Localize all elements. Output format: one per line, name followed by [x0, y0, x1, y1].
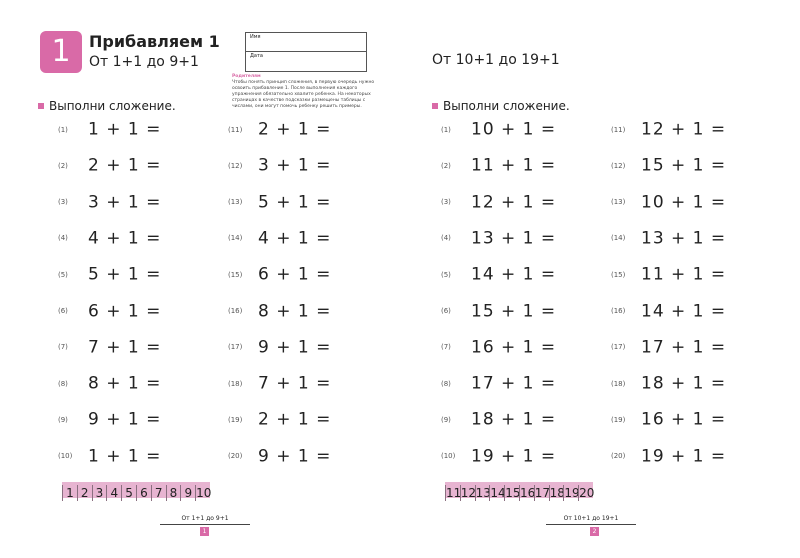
right-page-number: 2 — [590, 527, 599, 536]
left-instruction — [38, 99, 176, 113]
lesson-subtitle: От 1+1 до 9+1 — [89, 54, 199, 70]
problem-row — [611, 264, 726, 284]
problem-row — [228, 409, 331, 429]
strip-number: 2 — [77, 485, 92, 501]
problem-number: (17) — [611, 343, 626, 352]
problem-expression: 14 + 1 = — [641, 301, 727, 321]
parents-note — [232, 74, 382, 110]
problem-number: (15) — [228, 270, 243, 279]
problem-row — [441, 228, 556, 248]
problem-number: (12) — [228, 161, 243, 170]
problem-number: (14) — [611, 234, 626, 243]
problem-row — [611, 301, 726, 321]
problem-expression: 6 + 1 = — [258, 264, 332, 285]
problem-expression: 9 + 1 = — [258, 446, 332, 467]
parents-note-text: Чтобы понять принцип сложения, в первую очередь нужно освоить прибавление 1. После выполнения каждого упражнения обязательно хвалите ребенка. На некоторых страницах в качестве подсказки размещены таблицы с числами, они могут помочь ребенку решить примеры. — [232, 80, 375, 109]
strip-number: 20 — [579, 486, 595, 500]
problem-expression: 15 + 1 = — [641, 155, 727, 176]
date-field[interactable]: Дата — [250, 53, 263, 59]
strip-number: 8 — [166, 485, 181, 501]
problem-expression: 3 + 1 = — [258, 155, 332, 176]
right-instruction — [432, 99, 570, 113]
problem-row — [441, 409, 556, 429]
problem-number: (13) — [228, 198, 243, 207]
problem-expression: 2 + 1 = — [258, 119, 332, 140]
problem-number: (5) — [58, 270, 68, 279]
strip-number: 11 — [446, 486, 462, 500]
strip-number: 7 — [151, 485, 166, 501]
strip-number: 14 — [490, 486, 506, 500]
problem-number: (18) — [228, 379, 243, 388]
problem-expression: 7 + 1 = — [258, 373, 332, 394]
problem-number: (4) — [441, 234, 451, 243]
number-strip-1-10 — [62, 482, 210, 498]
problem-expression: 18 + 1 = — [471, 409, 557, 430]
problem-row — [58, 409, 161, 429]
problem-number: (7) — [441, 343, 451, 352]
problem-expression: 1 + 1 = — [88, 446, 162, 467]
problem-expression: 11 + 1 = — [471, 155, 557, 176]
problem-expression: 10 + 1 = — [641, 192, 727, 213]
problem-row — [611, 446, 726, 466]
problem-expression: 4 + 1 = — [88, 228, 162, 249]
lesson-number-badge: 1 — [40, 31, 82, 73]
right-footer-line — [546, 524, 636, 525]
problem-expression: 7 + 1 = — [88, 337, 162, 358]
problem-row — [228, 155, 331, 175]
name-field[interactable]: Имя — [246, 33, 366, 52]
problem-row — [58, 192, 161, 212]
problem-number: (15) — [611, 270, 626, 279]
strip-number: 1 — [62, 485, 77, 501]
problem-expression: 16 + 1 = — [641, 409, 727, 430]
problem-expression: 17 + 1 = — [471, 373, 557, 394]
problem-row — [441, 119, 556, 139]
problem-expression: 18 + 1 = — [641, 373, 727, 394]
problem-row — [441, 446, 556, 466]
problem-row — [228, 264, 331, 284]
left-footer-label: От 1+1 до 9+1 — [181, 515, 229, 522]
problem-number: (18) — [611, 379, 626, 388]
problem-number: (2) — [58, 161, 68, 170]
problem-expression: 2 + 1 = — [88, 155, 162, 176]
problem-expression: 5 + 1 = — [258, 192, 332, 213]
problem-number: (2) — [441, 161, 451, 170]
problem-number: (7) — [58, 343, 68, 352]
problem-expression: 10 + 1 = — [471, 119, 557, 140]
lesson-title: Прибавляем 1 — [89, 32, 220, 51]
problem-row — [441, 155, 556, 175]
problem-number: (9) — [58, 415, 68, 424]
strip-number: 13 — [475, 486, 491, 500]
problem-number: (1) — [58, 125, 68, 134]
problem-number: (6) — [58, 307, 68, 315]
problem-number: (1) — [441, 125, 451, 134]
problem-number: (10) — [58, 452, 73, 461]
right-footer-label: От 10+1 до 19+1 — [563, 515, 619, 522]
problem-number: (19) — [228, 415, 243, 424]
problem-number: (8) — [441, 379, 451, 388]
problem-row — [611, 228, 726, 248]
problem-expression: 3 + 1 = — [88, 192, 162, 213]
problem-row — [58, 373, 161, 393]
left-footer-line — [160, 524, 250, 525]
problem-number: (10) — [441, 452, 456, 461]
problem-row — [58, 301, 161, 321]
parents-note-title: Родителям — [232, 74, 261, 79]
problem-row — [58, 446, 161, 466]
problem-expression: 4 + 1 = — [258, 228, 332, 249]
strip-number: 5 — [121, 485, 136, 501]
problem-number: (12) — [611, 161, 626, 170]
problem-number: (20) — [611, 452, 626, 461]
problem-expression: 15 + 1 = — [471, 301, 557, 321]
left-page-number: 1 — [200, 527, 209, 536]
problem-expression: 8 + 1 = — [258, 301, 332, 321]
problem-number: (11) — [611, 125, 626, 134]
problem-expression: 11 + 1 = — [641, 264, 727, 285]
problem-expression: 1 + 1 = — [88, 119, 162, 140]
problem-number: (5) — [441, 270, 451, 279]
problem-expression: 9 + 1 = — [258, 337, 332, 358]
right-instruction-text: Выполни сложение. — [443, 99, 570, 113]
problem-row — [441, 192, 556, 212]
problem-number: (4) — [58, 234, 68, 243]
problem-row — [58, 119, 161, 139]
problem-expression: 14 + 1 = — [471, 264, 557, 285]
bullet-square-icon — [432, 103, 438, 109]
problem-expression: 19 + 1 = — [471, 446, 557, 467]
strip-number: 16 — [519, 486, 536, 500]
number-strip-11-20 — [445, 482, 593, 498]
problem-row — [611, 192, 726, 212]
problem-number: (8) — [58, 379, 68, 388]
problem-number: (17) — [228, 343, 243, 352]
problem-expression: 5 + 1 = — [88, 264, 162, 285]
problem-expression: 8 + 1 = — [88, 373, 162, 394]
bullet-square-icon — [38, 103, 44, 109]
problem-row — [441, 337, 556, 357]
strip-number: 3 — [92, 485, 107, 501]
strip-number: 10 — [196, 486, 212, 500]
problem-row — [611, 155, 726, 175]
problem-number: (11) — [228, 125, 243, 134]
problem-expression: 9 + 1 = — [88, 409, 162, 430]
problem-expression: 13 + 1 = — [641, 228, 727, 249]
problem-row — [58, 228, 161, 248]
left-instruction-text: Выполни сложение. — [49, 99, 176, 113]
strip-number: 4 — [106, 485, 121, 501]
problem-expression: 13 + 1 = — [471, 228, 557, 249]
problem-number: (14) — [228, 234, 243, 243]
problem-row — [228, 446, 331, 466]
strip-number: 12 — [460, 486, 477, 500]
problem-number: (9) — [441, 415, 451, 424]
problem-row — [228, 337, 331, 357]
problem-row — [441, 301, 556, 321]
strip-number: 19 — [564, 486, 580, 500]
problem-row — [611, 119, 726, 139]
problem-row — [228, 228, 331, 248]
problem-row — [441, 373, 556, 393]
problem-number: (6) — [441, 307, 451, 315]
name-date-box — [245, 32, 367, 72]
problem-row — [611, 337, 726, 357]
problem-row — [441, 264, 556, 284]
strip-number: 15 — [505, 486, 521, 500]
problem-expression: 17 + 1 = — [641, 337, 727, 358]
problem-row — [228, 373, 331, 393]
problem-number: (16) — [228, 307, 243, 315]
problem-row — [228, 301, 331, 321]
problem-number: (13) — [611, 198, 626, 207]
strip-number: 18 — [549, 486, 565, 500]
problem-row — [228, 192, 331, 212]
problem-expression: 12 + 1 = — [471, 192, 557, 213]
problem-number: (3) — [441, 198, 451, 207]
strip-number: 9 — [180, 485, 195, 501]
problem-number: (20) — [228, 452, 243, 461]
strip-number: 17 — [534, 486, 551, 500]
problem-row — [228, 119, 331, 139]
problem-row — [58, 337, 161, 357]
problem-number: (3) — [58, 198, 68, 207]
problem-expression: 6 + 1 = — [88, 301, 162, 321]
problem-row — [58, 155, 161, 175]
problem-row — [611, 409, 726, 429]
problem-expression: 12 + 1 = — [641, 119, 727, 140]
problem-row — [58, 264, 161, 284]
problem-expression: 16 + 1 = — [471, 337, 557, 358]
strip-number: 6 — [136, 485, 151, 501]
problem-row — [611, 373, 726, 393]
right-page-heading: От 10+1 до 19+1 — [432, 52, 560, 68]
problem-expression: 19 + 1 = — [641, 446, 727, 467]
problem-number: (19) — [611, 415, 626, 424]
problem-expression: 2 + 1 = — [258, 409, 332, 430]
problem-number: (16) — [611, 307, 626, 315]
